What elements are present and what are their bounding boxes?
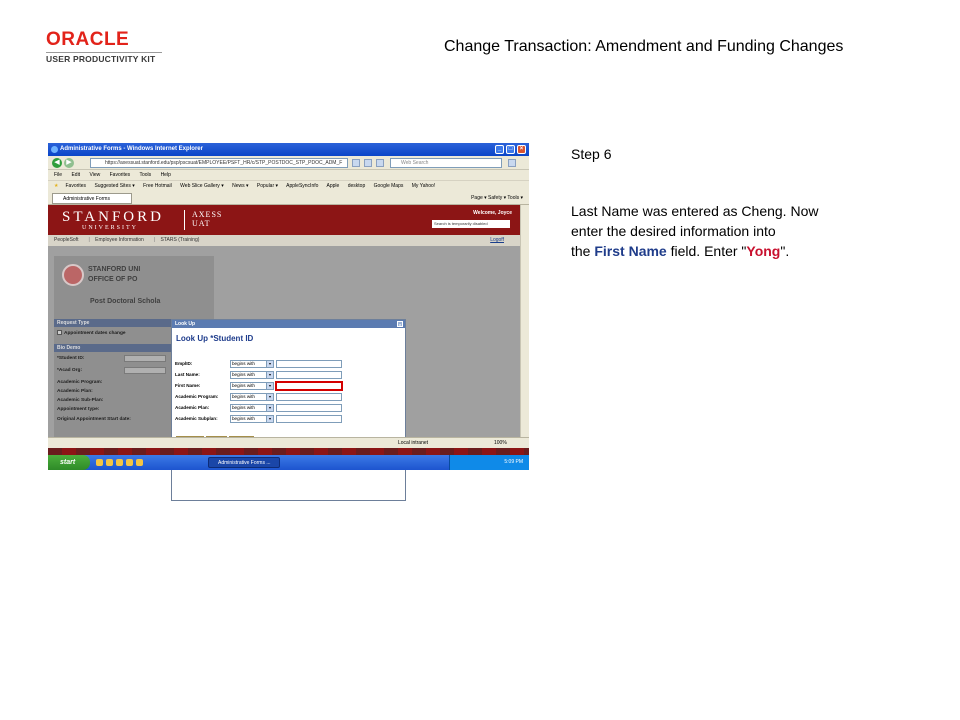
welcome-text: Welcome, Joyce (473, 210, 512, 216)
request-type-option[interactable]: Appointment dates change (57, 330, 126, 336)
step-label: Step 6 (571, 146, 612, 162)
step-instructions (571, 201, 941, 261)
zoom-level[interactable]: 100% (494, 440, 507, 446)
menu-favorites[interactable]: Favorites (109, 172, 131, 178)
quick-launch-icon[interactable] (136, 459, 143, 466)
fav-item[interactable]: Web Slice Gallery ▾ (180, 183, 224, 189)
instruction-line-2: enter the desired information into (571, 223, 776, 239)
browser-screenshot (48, 143, 529, 470)
fav-item[interactable]: AppleSyncInfo (286, 183, 319, 189)
portal-search-input[interactable]: Search is temporarily disabled (432, 220, 510, 228)
lookup-row-academic-program (175, 393, 405, 401)
lookup-heading: Look Up *Student ID (176, 334, 254, 343)
academic-subplan-input[interactable] (276, 415, 342, 423)
form-title: Post Doctoral Schola (90, 298, 161, 305)
university-label: UNIVERSITY (82, 225, 138, 231)
acad-org-input[interactable] (124, 367, 166, 374)
favorites-button[interactable]: Favorites (65, 183, 87, 189)
request-type-header: Request Type (54, 319, 214, 327)
favorites-star-icon[interactable]: ★ (54, 183, 59, 189)
lookup-dialog (171, 319, 406, 501)
fav-item[interactable]: Suggested Sites ▾ (94, 183, 135, 189)
quick-launch-icon[interactable] (126, 459, 133, 466)
emplid-input[interactable] (276, 360, 342, 368)
maximize-icon[interactable]: □ (506, 145, 515, 154)
academic-program-input[interactable] (276, 393, 342, 401)
oracle-wordmark: ORACLE (46, 29, 130, 50)
operator-select[interactable]: begins with ▾ (230, 371, 274, 379)
nav-stars-training[interactable]: STARS (Training) (160, 237, 200, 243)
field-label: Academic Plan: (57, 389, 93, 394)
close-icon[interactable]: × (517, 145, 526, 154)
menu-edit[interactable]: Edit (71, 172, 81, 178)
instruction-line-1: Last Name was entered as Cheng. Now (571, 203, 819, 219)
lookup-row-last-name (175, 371, 405, 379)
document-title: Change Transaction: Amendment and Funding Changes (444, 38, 844, 55)
operator-select[interactable]: begins with ▾ (230, 404, 274, 412)
lookup-row-first-name (175, 382, 405, 390)
forward-icon[interactable]: ▶ (64, 158, 74, 168)
field-reference: First Name (594, 243, 667, 259)
bio-demo-header: Bio Demo (54, 344, 214, 352)
back-icon[interactable]: ◀ (52, 158, 62, 168)
browser-status-bar (48, 437, 529, 448)
lookup-label: Academic Program: (175, 394, 219, 399)
chevron-down-icon[interactable]: ▾ (266, 372, 273, 378)
instruction-line-3 (571, 241, 941, 261)
security-zone: Local intranet (398, 440, 429, 446)
org-line-2: OFFICE OF PO (88, 276, 138, 283)
field-label: *Acad Org: (57, 368, 83, 373)
chevron-down-icon[interactable]: ▾ (266, 394, 273, 400)
oracle-upk-logo (46, 30, 164, 64)
quick-launch-icon[interactable] (96, 459, 103, 466)
stop-icon[interactable] (364, 159, 372, 167)
instruction-prefix: the (571, 243, 595, 259)
axess-text: AXESS (192, 210, 223, 219)
menu-view[interactable]: View (89, 172, 101, 178)
lookup-label: Academic Plan: (175, 405, 210, 410)
menu-help[interactable]: Help (160, 172, 171, 178)
fav-item[interactable]: My Yahoo! (411, 183, 436, 189)
fav-item[interactable]: Google Maps (373, 183, 404, 189)
stanford-banner (48, 205, 520, 235)
field-label: Academic Program: (57, 380, 103, 385)
last-name-input[interactable] (276, 371, 342, 379)
stanford-wordmark: STANFORD (62, 209, 164, 225)
portal-nav: PeopleSoft | Employee Information | STARS (Training) Logoff (48, 235, 520, 246)
lookup-row-academic-subplan (175, 415, 405, 423)
close-icon[interactable]: × (398, 322, 402, 327)
field-label: Academic Sub-Plan: (57, 398, 104, 403)
fav-item[interactable]: Popular ▾ (256, 183, 279, 189)
quick-launch-icon[interactable] (106, 459, 113, 466)
nav-employee-information[interactable]: Employee Information (95, 237, 144, 243)
checkbox-icon[interactable] (57, 330, 62, 335)
field-label: Appointment type: (57, 407, 100, 412)
page-content (48, 205, 520, 437)
lookup-window-title: Look Up (175, 321, 195, 327)
fav-item[interactable]: desktop (347, 183, 366, 189)
go-icon[interactable] (376, 159, 384, 167)
axess-label (192, 210, 222, 228)
student-id-input[interactable] (124, 355, 166, 362)
window-controls (495, 145, 526, 154)
fav-item[interactable]: Free Hotmail (143, 183, 172, 189)
oracle-product-name: USER PRODUCTIVITY KIT (46, 54, 156, 64)
chevron-down-icon[interactable]: ▾ (266, 361, 273, 367)
tab-row (48, 191, 529, 205)
field-label: *Student ID: (57, 356, 85, 361)
uat-text: UAT (192, 219, 211, 228)
operator-select[interactable]: begins with ▾ (230, 360, 274, 368)
chevron-down-icon[interactable]: ▾ (266, 383, 273, 389)
desktop-background-strip (48, 448, 529, 455)
address-input[interactable]: https://axessuat.stanford.edu/psp/pscsuat/EMPLOYEE/PSFT_HR/c/STP_POSTDOC_STP_PDOC_ADM_F (90, 158, 348, 168)
menu-file[interactable]: File (54, 172, 63, 178)
lookup-label: Academic Subplan: (175, 416, 218, 421)
window-title: Administrative Forms - Windows Internet Explorer (60, 146, 203, 152)
quick-launch (96, 459, 166, 466)
operator-select[interactable]: begins with ▾ (230, 382, 274, 390)
lookup-row-emplid (175, 360, 405, 368)
logoff-link[interactable]: Logoff (490, 237, 504, 243)
org-line-1: STANFORD UNI (88, 266, 141, 273)
ie-icon (51, 146, 58, 153)
stanford-seal-icon (62, 264, 84, 286)
operator-select[interactable]: begins with ▾ (230, 415, 274, 423)
minimize-icon[interactable]: _ (495, 145, 504, 154)
browser-title-bar (48, 143, 529, 156)
search-icon[interactable] (508, 159, 516, 167)
quick-launch-icon[interactable] (116, 459, 123, 466)
lookup-label: Last Name: (175, 372, 200, 377)
tab-administrative-forms[interactable]: Administrative Forms (52, 193, 132, 204)
browser-menu-bar (48, 170, 529, 180)
banner-divider (184, 210, 185, 230)
favorites-bar (48, 180, 529, 191)
web-search-input[interactable]: Web Search (390, 158, 502, 168)
lookup-label: EmplID: (175, 361, 193, 366)
first-name-input[interactable] (276, 382, 342, 390)
menu-tools[interactable]: Tools (139, 172, 152, 178)
vertical-scrollbar[interactable] (520, 205, 529, 437)
instruction-suffix: ". (780, 243, 790, 259)
logo-rule (46, 52, 162, 53)
lookup-row-academic-plan (175, 404, 405, 412)
chevron-down-icon[interactable]: ▾ (266, 405, 273, 411)
lookup-title-bar (172, 320, 405, 328)
start-button[interactable]: start (48, 455, 90, 470)
system-tray-clock: 5:09 PM (449, 455, 529, 470)
operator-select[interactable]: begins with ▾ (230, 393, 274, 401)
chevron-down-icon[interactable]: ▾ (266, 416, 273, 422)
command-bar[interactable]: Page ▾ Safety ▾ Tools ▾ (471, 195, 523, 201)
academic-plan-input[interactable] (276, 404, 342, 412)
value-reference: Yong (746, 243, 781, 259)
taskbar-task-administrative-forms[interactable]: Administrative Forms ... (208, 457, 280, 468)
instruction-mid: field. Enter " (666, 243, 747, 259)
nav-peoplesoft[interactable]: PeopleSoft (54, 237, 79, 243)
fav-item[interactable]: News ▾ (232, 183, 249, 189)
windows-taskbar (48, 455, 529, 470)
refresh-icon[interactable] (352, 159, 360, 167)
field-label: Original Appointment Start date: (57, 417, 131, 422)
address-bar-row (48, 156, 529, 170)
lookup-label: First Name: (175, 383, 201, 388)
fav-item[interactable]: Apple (326, 183, 340, 189)
